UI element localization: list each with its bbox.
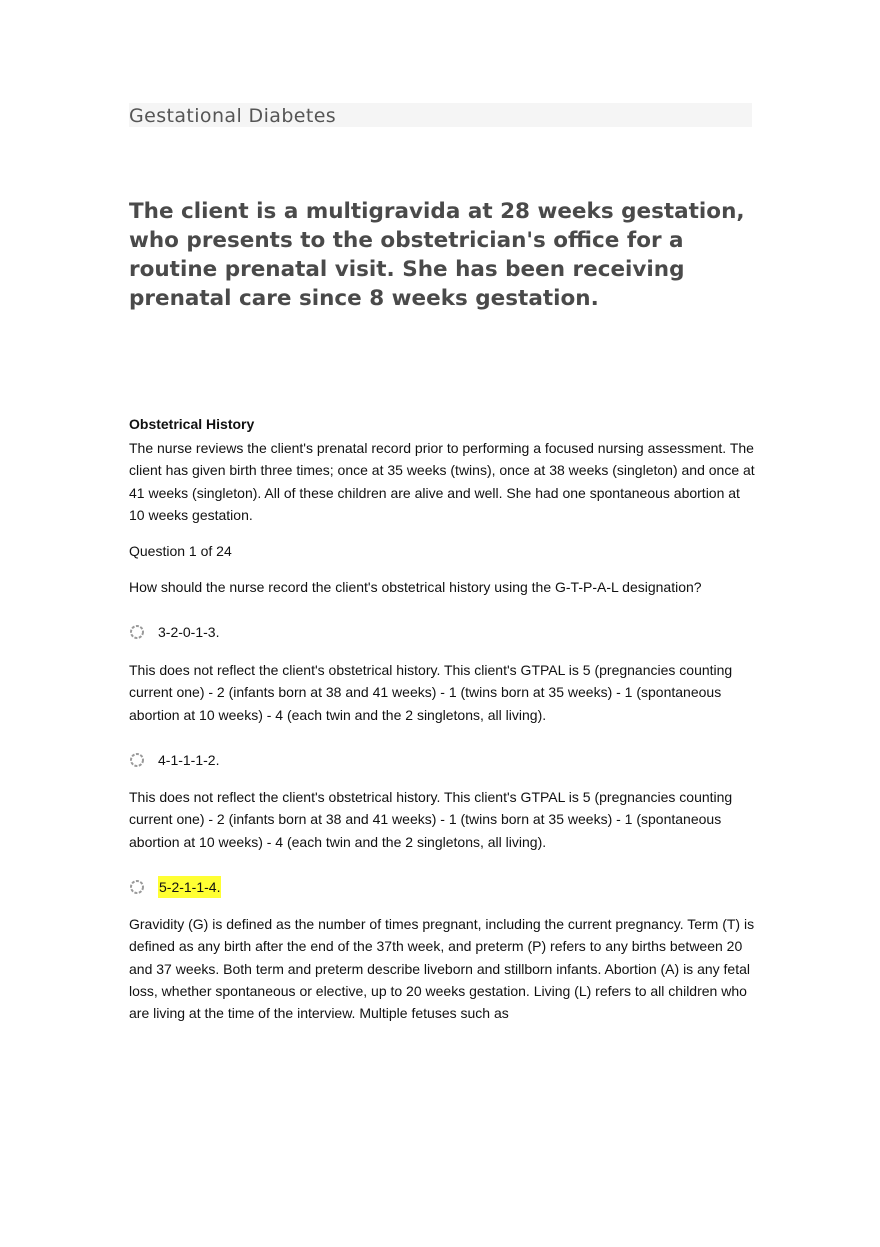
answer-option-2[interactable] <box>129 749 219 771</box>
answer-option-3[interactable] <box>129 876 221 898</box>
radio-icon[interactable] <box>129 752 145 768</box>
correct-option-label: 5-2-1-1-4. <box>158 876 221 898</box>
option-label: 4-1-1-1-2. <box>158 752 220 768</box>
question-number: Question 1 of 24 <box>129 543 232 559</box>
page-title: Gestational Diabetes <box>129 105 337 127</box>
option-label: 3-2-0-1-3. <box>158 624 220 640</box>
answer-option-1[interactable] <box>129 621 219 643</box>
radio-icon[interactable] <box>129 624 145 640</box>
option-explanation: This does not reflect the client's obstetrical history. This client's GTPAL is 5 (pregnancies counting current one) - 2 (infants born at 38 and 41 weeks) - 1 (twins born at 35 weeks) - 1 (spontaneous abortion at 10 weeks) - 4 (each twin and the 2 singletons, all living). <box>129 662 733 723</box>
history-body: The nurse reviews the client's prenatal record prior to performing a focused nursing assessment. The client has given birth three times; once at 35 weeks (twins), once at 38 weeks (singleton) and once at 41 weeks (singleton). All of these children are alive and well. She had one spontaneous abortion at 10 weeks gestation. <box>129 440 755 523</box>
history-heading: Obstetrical History <box>129 416 255 432</box>
scenario-text: The client is a multigravida at 28 weeks gestation, who presents to the obstetrician's oﬃce for a routine prenatal visit. She has been receiving prenatal care since 8 weeks gestation. <box>129 199 745 311</box>
option-explanation: Gravidity (G) is defined as the number of times pregnant, including the current pregnancy. Term (T) is defined as any birth after the end of the 37th week, and preterm (P) refers to any births between 20 and 37 weeks. Both term and preterm describe liveborn and stillborn infants. Abortion (A) is any fetal loss, whether spontaneous or elective, up to 20 weeks gestation. Living (L) refers to all children who are living at the time of the interview. Multiple fetuses such as <box>129 916 755 1022</box>
question-text: How should the nurse record the client's obstetrical history using the G-T-P-A-L designation? <box>129 579 702 595</box>
option-explanation: This does not reflect the client's obstetrical history. This client's GTPAL is 5 (pregnancies counting current one) - 2 (infants born at 38 and 41 weeks) - 1 (twins born at 35 weeks) - 1 (spontaneous abortion at 10 weeks) - 4 (each twin and the 2 singletons, all living). <box>129 789 733 850</box>
radio-icon[interactable] <box>129 879 145 895</box>
